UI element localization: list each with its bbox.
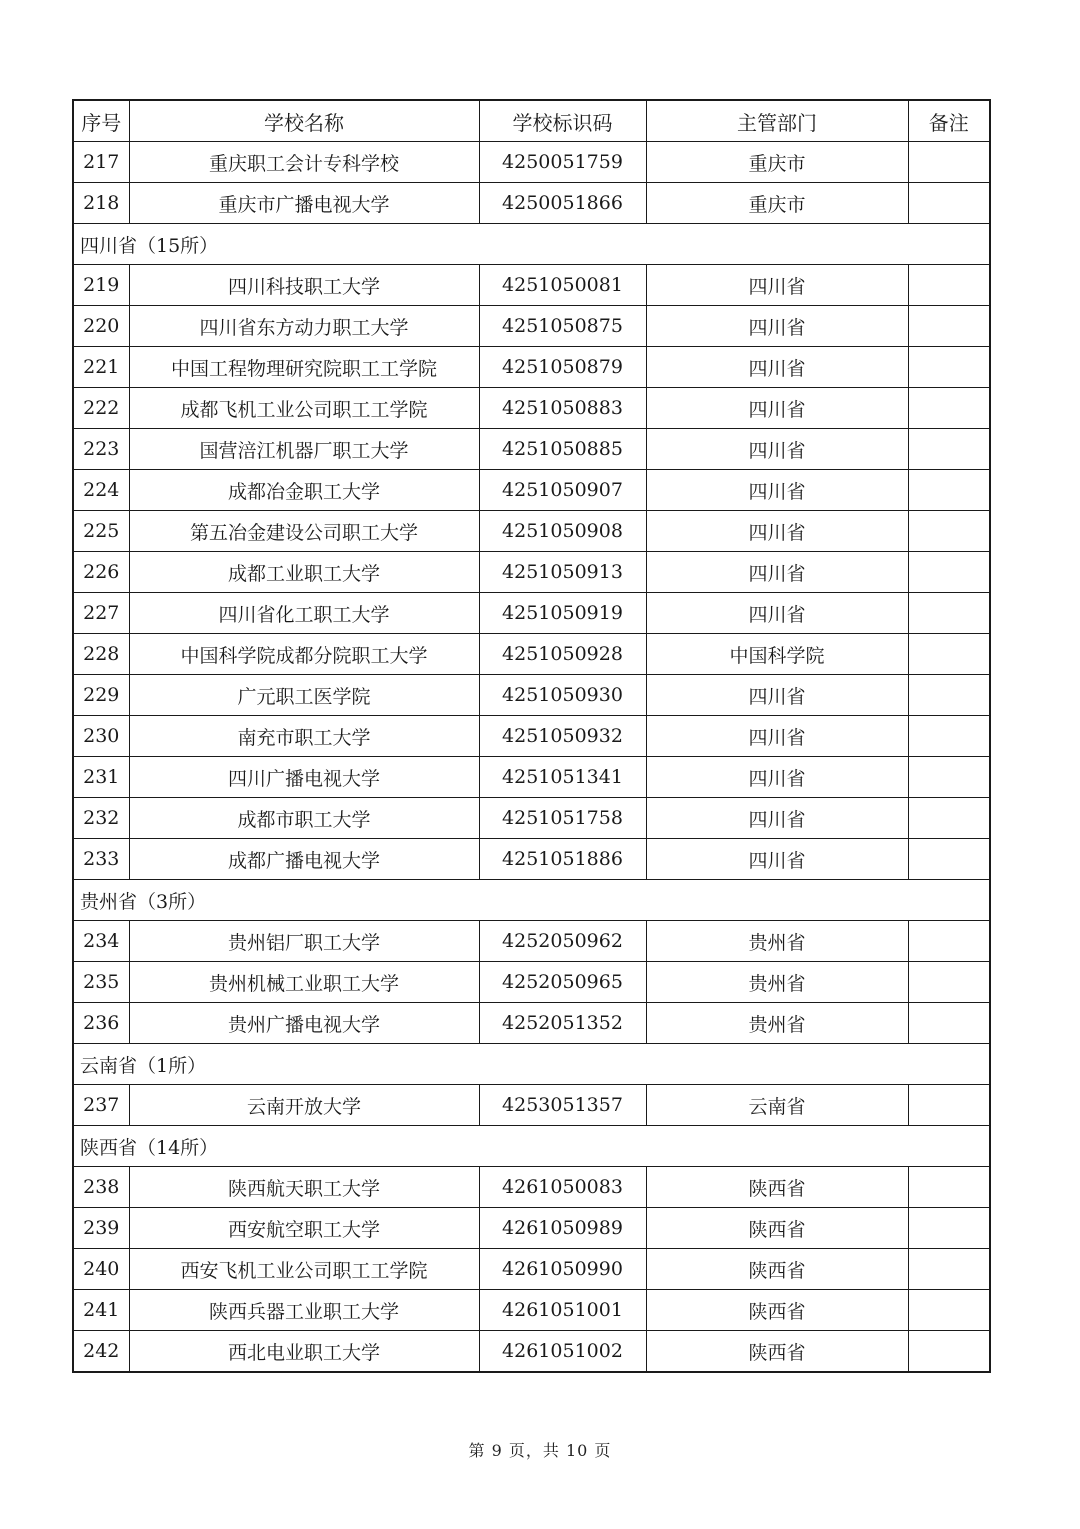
cell-department: 云南省 — [646, 1085, 908, 1126]
cell-note — [908, 347, 990, 388]
cell-no: 233 — [73, 839, 129, 880]
group-header-row — [73, 1126, 990, 1167]
cell-no: 228 — [73, 634, 129, 675]
cell-note — [908, 593, 990, 634]
cell-school-code: 4251050908 — [479, 511, 646, 552]
cell-department: 四川省 — [646, 429, 908, 470]
cell-no: 218 — [73, 183, 129, 224]
table-row — [73, 1208, 990, 1249]
cell-school-name: 成都市职工大学 — [129, 798, 479, 839]
table-row — [73, 347, 990, 388]
cell-department: 四川省 — [646, 511, 908, 552]
cell-school-code: 4261051001 — [479, 1290, 646, 1331]
table-row — [73, 675, 990, 716]
cell-note — [908, 429, 990, 470]
province-group-label: 陕西省（14所） — [73, 1126, 990, 1167]
province-group-label: 贵州省（3所） — [73, 880, 990, 921]
cell-department: 陕西省 — [646, 1249, 908, 1290]
cell-school-name: 贵州广播电视大学 — [129, 1003, 479, 1044]
cell-note — [908, 839, 990, 880]
cell-school-code: 4251051886 — [479, 839, 646, 880]
cell-department: 重庆市 — [646, 142, 908, 183]
header-no: 序号 — [73, 100, 129, 142]
cell-school-code: 4251051341 — [479, 757, 646, 798]
cell-department: 四川省 — [646, 306, 908, 347]
cell-no: 225 — [73, 511, 129, 552]
cell-department: 中国科学院 — [646, 634, 908, 675]
table-row — [73, 593, 990, 634]
cell-school-name: 成都冶金职工大学 — [129, 470, 479, 511]
cell-note — [908, 306, 990, 347]
cell-school-code: 4261050989 — [479, 1208, 646, 1249]
cell-department: 四川省 — [646, 798, 908, 839]
cell-note — [908, 1290, 990, 1331]
cell-school-name: 四川科技职工大学 — [129, 265, 479, 306]
cell-no: 230 — [73, 716, 129, 757]
cell-school-code: 4251051758 — [479, 798, 646, 839]
cell-department: 四川省 — [646, 716, 908, 757]
school-list-table — [72, 99, 991, 1373]
cell-no: 231 — [73, 757, 129, 798]
cell-school-name: 重庆市广播电视大学 — [129, 183, 479, 224]
table-row — [73, 1003, 990, 1044]
table-row — [73, 1085, 990, 1126]
header-name: 学校名称 — [129, 100, 479, 142]
cell-school-name: 南充市职工大学 — [129, 716, 479, 757]
cell-department: 贵州省 — [646, 962, 908, 1003]
cell-school-name: 国营涪江机器厂职工大学 — [129, 429, 479, 470]
cell-no: 240 — [73, 1249, 129, 1290]
cell-school-name: 成都广播电视大学 — [129, 839, 479, 880]
cell-no: 217 — [73, 142, 129, 183]
cell-school-code: 4251050913 — [479, 552, 646, 593]
table-row — [73, 388, 990, 429]
cell-school-name: 陕西航天职工大学 — [129, 1167, 479, 1208]
cell-school-name: 西安飞机工业公司职工工学院 — [129, 1249, 479, 1290]
cell-no: 238 — [73, 1167, 129, 1208]
table-row — [73, 839, 990, 880]
cell-no: 227 — [73, 593, 129, 634]
cell-school-code: 4252051352 — [479, 1003, 646, 1044]
table-row — [73, 142, 990, 183]
cell-school-code: 4253051357 — [479, 1085, 646, 1126]
cell-note — [908, 552, 990, 593]
cell-school-code: 4251050919 — [479, 593, 646, 634]
cell-school-name: 成都飞机工业公司职工工学院 — [129, 388, 479, 429]
cell-school-code: 4252050962 — [479, 921, 646, 962]
cell-no: 234 — [73, 921, 129, 962]
cell-note — [908, 675, 990, 716]
cell-department: 四川省 — [646, 839, 908, 880]
cell-no: 236 — [73, 1003, 129, 1044]
header-code: 学校标识码 — [479, 100, 646, 142]
cell-note — [908, 183, 990, 224]
cell-department: 四川省 — [646, 757, 908, 798]
cell-school-name: 第五冶金建设公司职工大学 — [129, 511, 479, 552]
cell-no: 239 — [73, 1208, 129, 1249]
cell-school-name: 云南开放大学 — [129, 1085, 479, 1126]
cell-school-code: 4252050965 — [479, 962, 646, 1003]
group-header-row — [73, 224, 990, 265]
cell-no: 220 — [73, 306, 129, 347]
header-note: 备注 — [908, 100, 990, 142]
cell-department: 贵州省 — [646, 921, 908, 962]
cell-school-code: 4251050932 — [479, 716, 646, 757]
cell-note — [908, 1167, 990, 1208]
table-row — [73, 429, 990, 470]
cell-school-name: 四川广播电视大学 — [129, 757, 479, 798]
cell-note — [908, 921, 990, 962]
cell-note — [908, 757, 990, 798]
cell-no: 237 — [73, 1085, 129, 1126]
cell-school-code: 4251050875 — [479, 306, 646, 347]
cell-note — [908, 388, 990, 429]
cell-department: 陕西省 — [646, 1208, 908, 1249]
cell-note — [908, 511, 990, 552]
table-row — [73, 716, 990, 757]
table-row — [73, 511, 990, 552]
cell-school-code: 4261051002 — [479, 1331, 646, 1373]
cell-note — [908, 962, 990, 1003]
cell-school-code: 4251050879 — [479, 347, 646, 388]
cell-school-name: 贵州铝厂职工大学 — [129, 921, 479, 962]
table-row — [73, 552, 990, 593]
cell-note — [908, 1003, 990, 1044]
cell-school-code: 4251050883 — [479, 388, 646, 429]
cell-department: 陕西省 — [646, 1331, 908, 1373]
cell-note — [908, 142, 990, 183]
cell-note — [908, 1249, 990, 1290]
table-row — [73, 265, 990, 306]
cell-note — [908, 1331, 990, 1373]
cell-department: 四川省 — [646, 388, 908, 429]
cell-school-code: 4251050081 — [479, 265, 646, 306]
cell-no: 226 — [73, 552, 129, 593]
cell-no: 235 — [73, 962, 129, 1003]
cell-department: 陕西省 — [646, 1290, 908, 1331]
cell-no: 232 — [73, 798, 129, 839]
cell-department: 四川省 — [646, 347, 908, 388]
cell-no: 241 — [73, 1290, 129, 1331]
table-row — [73, 634, 990, 675]
cell-department: 四川省 — [646, 675, 908, 716]
cell-note — [908, 470, 990, 511]
cell-department: 四川省 — [646, 265, 908, 306]
cell-school-name: 陕西兵器工业职工大学 — [129, 1290, 479, 1331]
cell-note — [908, 634, 990, 675]
table-row — [73, 183, 990, 224]
cell-department: 四川省 — [646, 593, 908, 634]
cell-note — [908, 798, 990, 839]
table-row — [73, 798, 990, 839]
province-group-label: 云南省（1所） — [73, 1044, 990, 1085]
table-header-row — [73, 100, 990, 142]
cell-note — [908, 1085, 990, 1126]
page-number: 第 9 页，共 10 页 — [468, 1441, 612, 1460]
cell-school-name: 中国工程物理研究院职工工学院 — [129, 347, 479, 388]
table-row — [73, 1249, 990, 1290]
cell-note — [908, 265, 990, 306]
cell-school-code: 4251050930 — [479, 675, 646, 716]
cell-school-name: 重庆职工会计专科学校 — [129, 142, 479, 183]
cell-school-name: 西安航空职工大学 — [129, 1208, 479, 1249]
group-header-row — [73, 880, 990, 921]
cell-department: 重庆市 — [646, 183, 908, 224]
province-group-label: 四川省（15所） — [73, 224, 990, 265]
cell-no: 224 — [73, 470, 129, 511]
table-row — [73, 1331, 990, 1373]
cell-school-code: 4261050083 — [479, 1167, 646, 1208]
table-row — [73, 306, 990, 347]
cell-no: 219 — [73, 265, 129, 306]
cell-no: 242 — [73, 1331, 129, 1373]
cell-department: 四川省 — [646, 552, 908, 593]
table-row — [73, 470, 990, 511]
table-row — [73, 921, 990, 962]
cell-school-code: 4251050928 — [479, 634, 646, 675]
cell-school-code: 4250051759 — [479, 142, 646, 183]
table-row — [73, 1167, 990, 1208]
cell-school-name: 广元职工医学院 — [129, 675, 479, 716]
cell-school-code: 4251050907 — [479, 470, 646, 511]
cell-department: 四川省 — [646, 470, 908, 511]
cell-school-name: 四川省化工职工大学 — [129, 593, 479, 634]
cell-school-name: 四川省东方动力职工大学 — [129, 306, 479, 347]
cell-no: 229 — [73, 675, 129, 716]
cell-department: 陕西省 — [646, 1167, 908, 1208]
cell-school-code: 4261050990 — [479, 1249, 646, 1290]
cell-no: 223 — [73, 429, 129, 470]
cell-school-name: 中国科学院成都分院职工大学 — [129, 634, 479, 675]
table-row — [73, 757, 990, 798]
table-row — [73, 1290, 990, 1331]
cell-department: 贵州省 — [646, 1003, 908, 1044]
table-body — [73, 142, 990, 1373]
cell-school-name: 西北电业职工大学 — [129, 1331, 479, 1373]
table-row — [73, 962, 990, 1003]
cell-note — [908, 716, 990, 757]
header-dept: 主管部门 — [646, 100, 908, 142]
cell-note — [908, 1208, 990, 1249]
cell-school-code: 4251050885 — [479, 429, 646, 470]
cell-school-name: 贵州机械工业职工大学 — [129, 962, 479, 1003]
cell-school-name: 成都工业职工大学 — [129, 552, 479, 593]
cell-no: 221 — [73, 347, 129, 388]
cell-no: 222 — [73, 388, 129, 429]
cell-school-code: 4250051866 — [479, 183, 646, 224]
group-header-row — [73, 1044, 990, 1085]
